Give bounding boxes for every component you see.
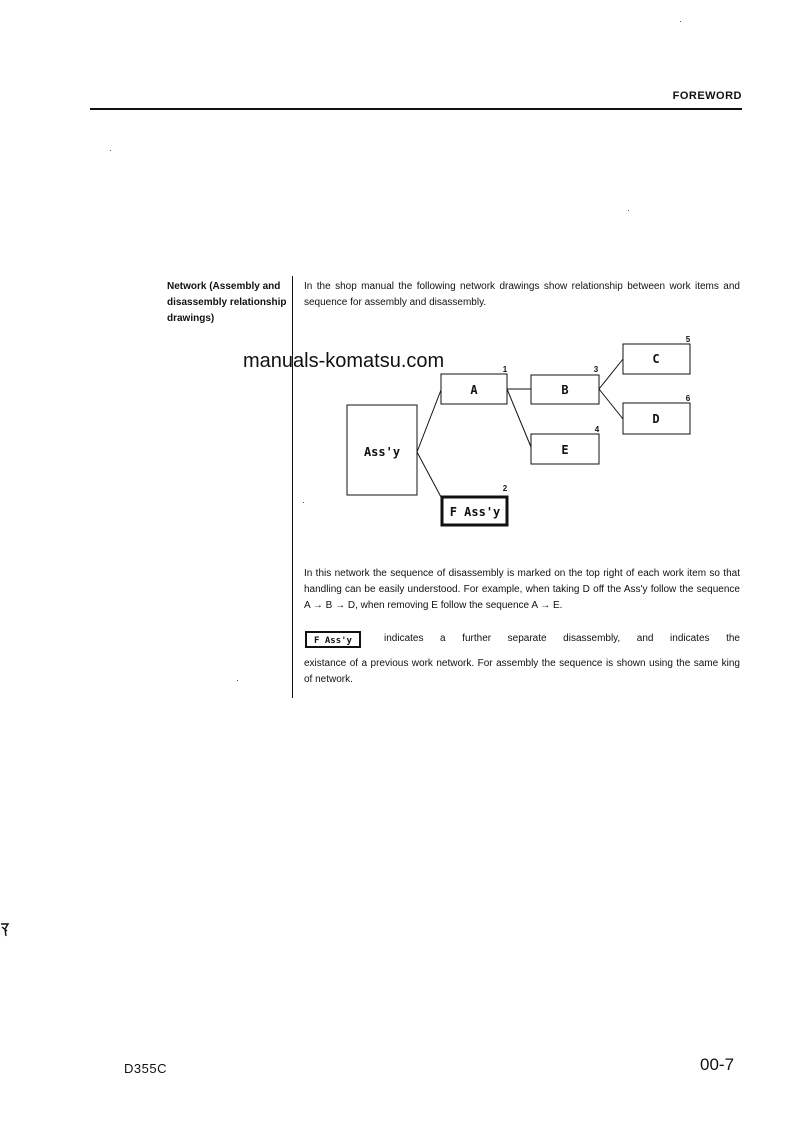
node-d-number: 6 — [685, 394, 691, 403]
node-assy-label: Ass'y — [363, 445, 401, 459]
section-heading: Network (Assembly and disassembly relationship drawings) — [167, 281, 287, 324]
scan-speck — [303, 502, 304, 503]
scan-speck — [237, 680, 238, 681]
legend-f-assy-box: F Ass'y — [305, 631, 361, 648]
node-b-number: 3 — [593, 365, 599, 374]
watermark-text: manuals-komatsu.com — [243, 350, 445, 372]
connector-assy-f — [417, 452, 441, 497]
node-f-number: 2 — [502, 484, 508, 493]
legend-text: indicates a further separate disassembly, and indicates the — [384, 633, 740, 644]
connector-b-d — [599, 389, 623, 419]
node-a-label: A — [470, 383, 478, 397]
node-a-number: 1 — [502, 365, 508, 374]
node-d-label: D — [652, 412, 660, 426]
scan-speck — [680, 21, 681, 22]
footer-page-number: 00-7 — [700, 1055, 735, 1074]
node-e-number: 4 — [594, 425, 600, 434]
footer-model: D355C — [124, 1061, 167, 1076]
header-title: FOREWORD — [672, 90, 742, 102]
node-c-label: C — [652, 352, 660, 366]
legend-text-continued: existance of a previous work network. For assembly the sequence is shown using the same king of network. — [304, 658, 740, 685]
connector-b-c — [599, 359, 623, 389]
scan-speck — [628, 210, 629, 211]
scan-speck — [110, 150, 111, 151]
connector-a-e — [507, 389, 531, 447]
node-b-label: B — [561, 383, 569, 397]
node-f-label: F Ass'y — [449, 505, 501, 519]
node-c-number: 5 — [685, 335, 691, 344]
node-e-label: E — [561, 443, 569, 457]
intro-paragraph: In the shop manual the following network drawings show relationship between work items and sequence for assembly and disassembly. — [304, 281, 740, 308]
binding-mark-icon — [0, 922, 10, 938]
connector-assy-a — [417, 390, 441, 452]
description-paragraph: In this network the sequence of disassembly is marked on the top right of each work item so that handling can be easily understood. For example, when taking D off the Ass'y follow the sequence A → B → D, when removing E follow the sequence A → E. — [304, 568, 740, 611]
